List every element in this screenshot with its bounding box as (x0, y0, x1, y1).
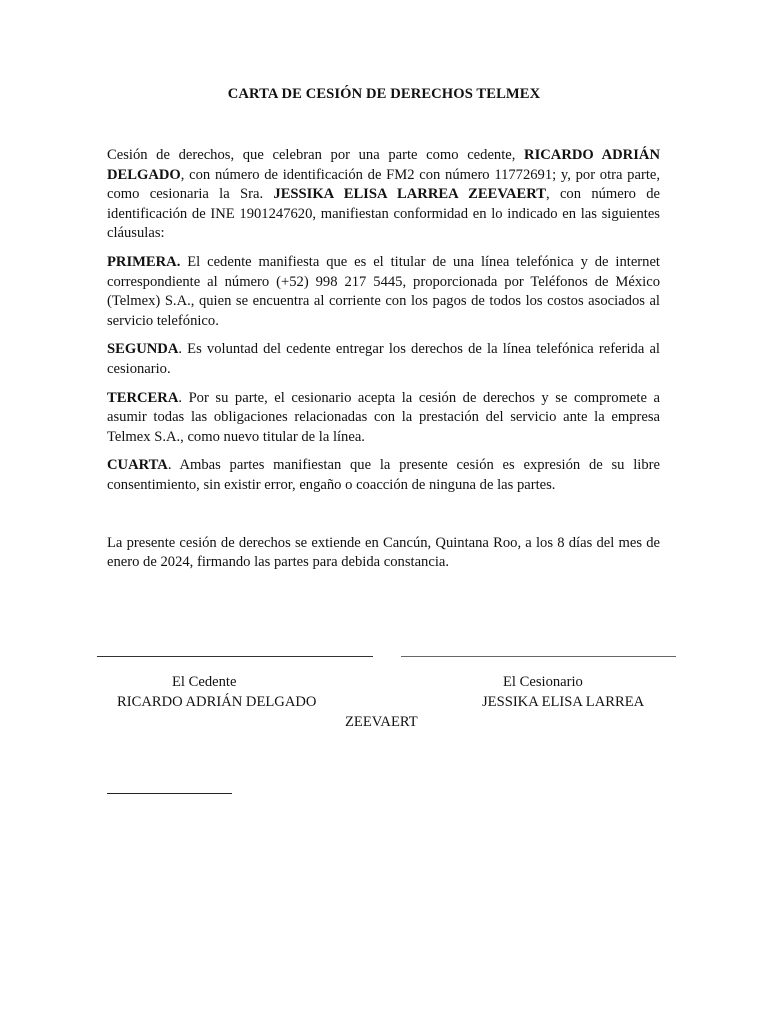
intro-text-3: , con número de identificación de INE 1901247620, manifiestan conformidad en lo indicado en las siguientes cláusulas: (107, 186, 660, 242)
clause-label: TERCERA (107, 389, 179, 406)
clause-label: PRIMERA. (107, 253, 181, 270)
clause-text: . Ambas partes manifiestan que la presente cesión es expresión de su libre consentimiento, sin existir error, engaño o coacción de ninguna de las partes. (107, 457, 660, 493)
intro-paragraph (107, 146, 660, 244)
document-body (107, 146, 660, 582)
cesionaria-name-bold: JESSIKA ELISA LARREA ZEEVAERT (273, 186, 547, 203)
clause-primera (107, 253, 660, 331)
cedente-name: RICARDO ADRIÁN DELGADO (117, 694, 317, 710)
intro-text-2: , con número de identificación de FM2 con número 11772691; y, por otra parte, como cesionaria la Sra. (107, 166, 660, 203)
cesionario-role: El Cesionario (503, 674, 583, 690)
cedente-role: El Cedente (172, 674, 237, 690)
cedente-name-bold: RICARDO ADRIÁN DELGADO (107, 147, 660, 183)
clause-text: . Es voluntad del cedente entregar los derechos de la línea telefónica referida al cesionario. (107, 341, 660, 377)
cesionario-name-line1: JESSIKA ELISA LARREA (482, 694, 645, 710)
intro-text-1: Cesión de derechos, que celebran por una parte como cedente, (107, 147, 525, 163)
closing-paragraph: La presente cesión de derechos se extiende en Cancún, Quintana Roo, a los 8 días del mes de enero de 2024, firmando las partes para debida constancia. (107, 534, 660, 571)
clause-label: SEGUNDA (107, 341, 179, 358)
clause-segunda (107, 340, 660, 379)
clause-cuarta (107, 456, 660, 495)
clause-text: . Por su parte, el cesionario acepta la cesión de derechos y se compromete a asumir todas las obligaciones relacionadas con la prestación del servicio ante la empresa Telmex S.A., como nuevo titular de la línea. (107, 389, 660, 445)
clause-label: CUARTA (107, 457, 168, 474)
clause-text: El cedente manifiesta que es el titular de una línea telefónica y de internet correspondiente al número (+52) 998 217 5445, proporcionada por Teléfonos de México (Telmex) S.A., quien se encuentra al corriente con los pagos de todos los costos asociados al servicio telefónico. (107, 253, 660, 329)
blank-line (107, 793, 232, 794)
cedente-signature-line (97, 656, 373, 657)
clause-tercera (107, 389, 660, 448)
document-title: CARTA DE CESIÓN DE DERECHOS TELMEX (227, 86, 541, 102)
cesionario-name-line2: ZEEVAERT (345, 714, 418, 730)
cesionario-signature-line (401, 656, 676, 657)
